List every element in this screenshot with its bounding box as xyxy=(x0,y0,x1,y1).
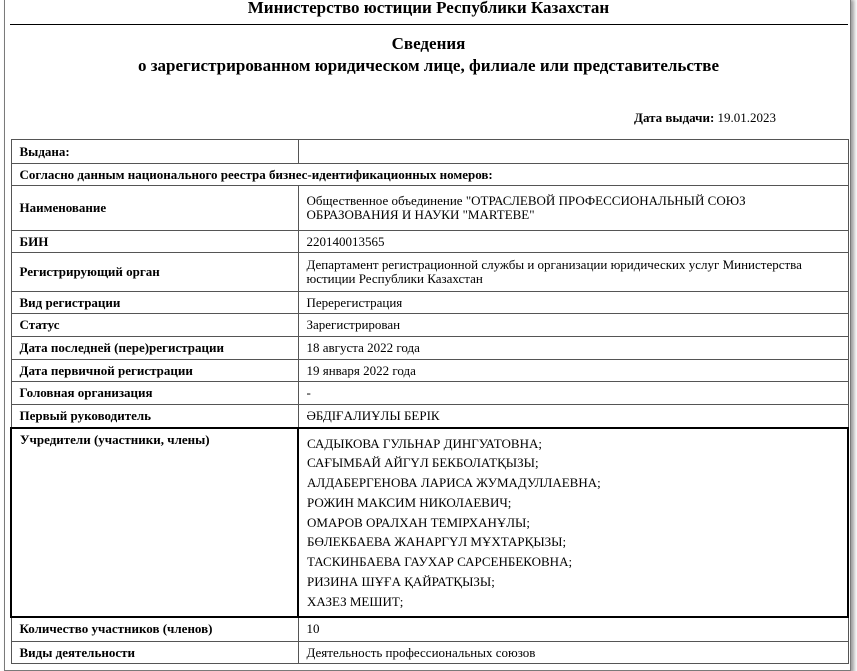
table-row xyxy=(11,337,848,360)
founder-item: РОЖИН МАКСИМ НИКОЛАЕВИЧ; xyxy=(307,494,512,510)
founders-label: Учредители (участники, члены) xyxy=(11,428,298,617)
bin-label: БИН xyxy=(11,231,298,253)
reg-type-value: Перерегистрация xyxy=(298,292,848,314)
status-value: Зарегистрирован xyxy=(298,314,848,337)
last-reg-value: 18 августа 2022 года xyxy=(298,337,848,360)
leader-value: ӘБДІҒАЛИҰЛЫ БЕРІК xyxy=(298,405,848,428)
head-org-value: - xyxy=(298,382,848,405)
founders-cell[interactable] xyxy=(298,428,848,617)
table-row xyxy=(11,140,848,164)
table-row xyxy=(11,617,848,642)
table-row xyxy=(11,360,848,382)
first-reg-label: Дата первичной регистрации xyxy=(11,360,298,382)
founder-item: САҒЫМБАЙ АЙГҮЛ БЕКБОЛАТҚЫЗЫ; xyxy=(307,455,539,471)
registration-table xyxy=(10,139,849,664)
name-value: Общественное объединение "ОТРАСЛЕВОЙ ПРОФЕССИОНАЛЬНЫЙ СОЮЗ ОБРАЗОВАНИЯ И НАУКИ "MARTEBE" xyxy=(298,186,848,231)
leader-label: Первый руководитель xyxy=(11,405,298,428)
issued-to-label: Выдана: xyxy=(11,140,298,164)
founder-item: БӨЛЕКБАЕВА ЖАНАРГҮЛ МҰХТАРҚЫЗЫ; xyxy=(307,534,567,550)
founder-item: РИЗИНА ШҰҒА ҚАЙРАТҚЫЗЫ; xyxy=(307,574,495,590)
founder-item: ХАЗЕЗ МЕШИТ; xyxy=(307,593,404,609)
header-rule xyxy=(10,24,848,25)
reg-type-label: Вид регистрации xyxy=(11,292,298,314)
founder-item xyxy=(307,612,839,616)
authority-value: Департамент регистрационной службы и организации юридических услуг Министерства юстиции Республики Казахстан xyxy=(298,253,848,292)
status-label: Статус xyxy=(11,314,298,337)
issue-date-value: 19.01.2023 xyxy=(717,110,777,125)
member-count-value: 10 xyxy=(298,617,848,642)
table-row xyxy=(11,405,848,428)
table-row xyxy=(11,314,848,337)
member-count-label: Количество участников (членов) xyxy=(11,617,298,642)
registry-note: Согласно данным национального реестра бизнес-идентификационных номеров: xyxy=(11,164,848,186)
table-row xyxy=(11,231,848,253)
founder-item: ТАСКИНБАЕВА ГАУХАР САРСЕНБЕКОВНА; xyxy=(307,554,573,570)
head-org-label: Головная организация xyxy=(11,382,298,405)
issue-date-label: Дата выдачи: xyxy=(634,110,715,125)
table-row xyxy=(11,428,848,617)
founders-list[interactable] xyxy=(307,429,839,616)
activity-value: Деятельность профессиональных союзов xyxy=(298,642,848,664)
authority-label: Регистрирующий орган xyxy=(11,253,298,292)
table-row xyxy=(11,292,848,314)
table-row xyxy=(11,186,848,231)
bin-value: 220140013565 xyxy=(298,231,848,253)
document-subtitle: о зарегистрированном юридическом лице, филиале или представительстве xyxy=(137,56,720,75)
issued-to-value xyxy=(298,140,848,164)
document-title: Сведения xyxy=(391,34,466,53)
table-row xyxy=(11,164,848,186)
table-row xyxy=(11,253,848,292)
ministry-heading: Министерство юстиции Республики Казахстан xyxy=(247,0,610,17)
first-reg-value: 19 января 2022 года xyxy=(298,360,848,382)
activity-label: Виды деятельности xyxy=(11,642,298,664)
founder-item: ОМАРОВ ОРАЛХАН ТЕМІРХАНҰЛЫ; xyxy=(307,514,531,530)
founder-item: АЛДАБЕРГЕНОВА ЛАРИСА ЖУМАДУЛЛАЕВНА; xyxy=(307,475,601,491)
name-label: Наименование xyxy=(11,186,298,231)
table-row xyxy=(11,642,848,664)
issue-date xyxy=(634,110,776,126)
founder-item: САДЫКОВА ГУЛЬНАР ДИНГУАТОВНА; xyxy=(307,435,542,451)
table-row xyxy=(11,382,848,405)
last-reg-label: Дата последней (пере)регистрации xyxy=(11,337,298,360)
